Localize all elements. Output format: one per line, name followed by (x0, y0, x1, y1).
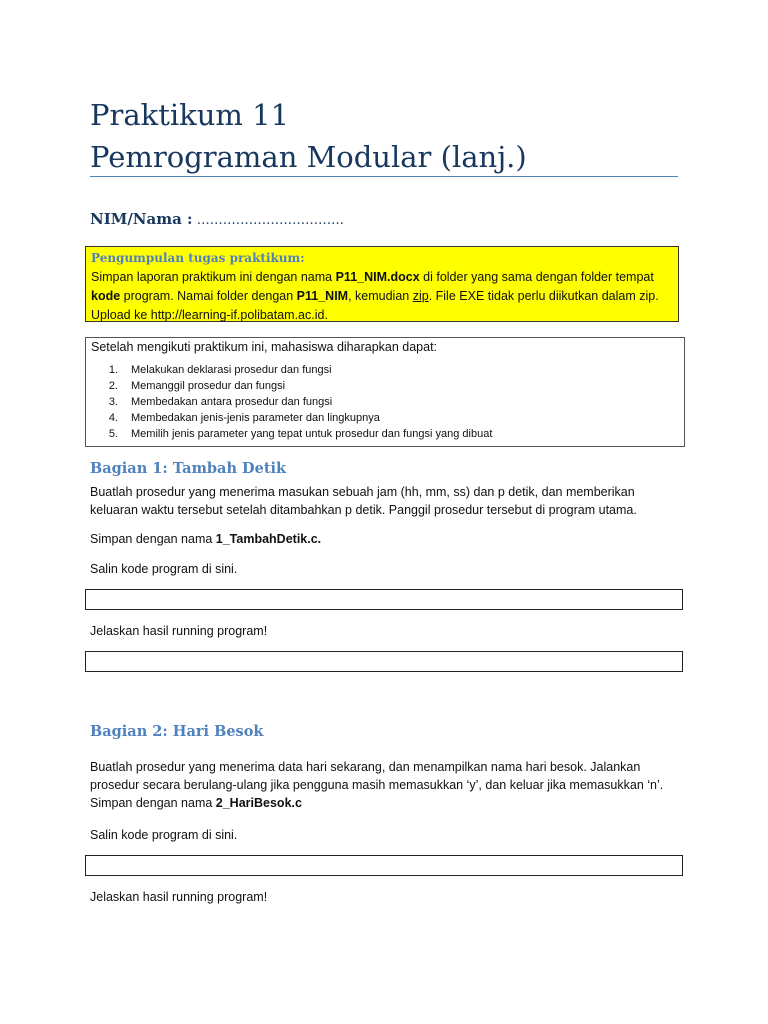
nim-label: NIM/Nama : (90, 210, 193, 228)
list-text: Memanggil prosedur dan fungsi (131, 380, 286, 392)
list-item (91, 410, 679, 426)
submission-text-part: di folder yang sama dengan folder tempat (419, 270, 654, 284)
part2-desc-line: Buatlah prosedur yang menerima data hari sekarang, dan menampilkan nama hari besok. Jalankan (90, 760, 641, 774)
save-prefix: Simpan dengan nama (90, 796, 216, 810)
objectives-list (91, 362, 679, 442)
part1-copy-code-label: Salin kode program di sini. (90, 562, 238, 576)
list-number: 1. (108, 364, 118, 376)
title-line-2: Pemrograman Modular (lanj.) (90, 140, 527, 174)
list-number: 2. (108, 380, 118, 392)
part1-explain-label: Jelaskan hasil running program! (90, 624, 268, 638)
save-prefix: Simpan dengan nama (90, 532, 216, 546)
list-item (91, 362, 679, 378)
part1-code-answer-box[interactable] (85, 589, 683, 610)
document-title (90, 94, 527, 178)
nim-name-field (90, 210, 344, 228)
part2-filename: 2_HariBesok.c (215, 796, 302, 810)
part2-copy-code-label: Salin kode program di sini. (90, 828, 238, 842)
list-item (91, 394, 679, 410)
list-text: Membedakan jenis-jenis parameter dan lingkupnya (131, 412, 380, 424)
submission-text-part: program. Namai folder dengan (120, 289, 297, 303)
part1-description (90, 483, 690, 519)
part2-explain-label: Jelaskan hasil running program! (90, 890, 268, 904)
list-text: Memilih jenis parameter yang tepat untuk prosedur dan fungsi yang dibuat (131, 428, 493, 440)
submission-bold-kode: kode (91, 289, 121, 303)
submission-instructions (85, 246, 679, 322)
submission-text-part: . File EXE tidak perlu diikutkan dalam zip. (428, 289, 659, 303)
submission-heading: Pengumpulan tugas praktikum: (91, 251, 305, 265)
submission-text-part: Simpan laporan praktikum ini dengan nama (91, 270, 336, 284)
list-item (91, 426, 679, 442)
submission-zip: zip (412, 289, 429, 303)
learning-objectives (85, 337, 685, 447)
part1-explain-answer-box[interactable] (85, 651, 683, 672)
part2-code-answer-box[interactable] (85, 855, 683, 876)
part2-save-instruction (90, 794, 690, 812)
part2-desc-line: prosedur secara berulang-ulang jika pengguna masih memasukkan ‘y’, dan keluar jika memasukkan ‘n’. (90, 778, 664, 792)
part1-filename: 1_TambahDetik.c. (215, 532, 322, 546)
submission-text (91, 268, 673, 325)
submission-folder-name: P11_NIM (296, 289, 349, 303)
list-text: Membedakan antara prosedur dan fungsi (131, 396, 333, 408)
part1-desc-line: keluaran waktu tersebut setelah ditambahkan p detik. Panggil prosedur tersebut di program utama. (90, 503, 637, 517)
part1-desc-line: Buatlah prosedur yang menerima masukan sebuah jam (hh, mm, ss) dan p detik, dan memberikan (90, 485, 635, 499)
list-number: 3. (108, 396, 118, 408)
submission-text-part: , kemudian (348, 289, 413, 303)
list-text: Melakukan deklarasi prosedur dan fungsi (131, 364, 332, 376)
submission-filename: P11_NIM.docx (335, 270, 420, 284)
title-line-1: Praktikum 11 (90, 98, 290, 132)
list-number: 4. (108, 412, 118, 424)
part1-save-instruction (90, 530, 690, 548)
submission-upload-url: Upload ke http://learning-if.polibatam.ac.id. (91, 308, 328, 322)
list-number: 5. (108, 428, 118, 440)
nim-placeholder-dots: ……………………………. (192, 213, 344, 228)
part1-heading: Bagian 1: Tambah Detik (90, 460, 287, 477)
title-divider (90, 176, 678, 177)
objectives-intro: Setelah mengikuti praktikum ini, mahasiswa diharapkan dapat: (91, 340, 438, 354)
part2-heading: Bagian 2: Hari Besok (90, 723, 264, 740)
list-item (91, 378, 679, 394)
part2-description (90, 758, 690, 812)
